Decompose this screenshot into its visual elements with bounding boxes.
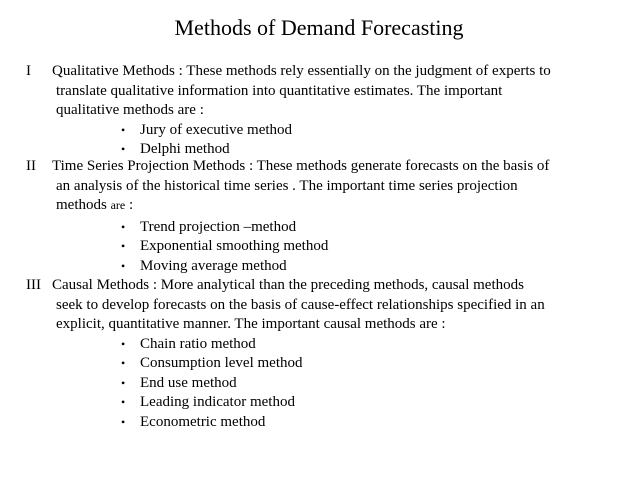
- section-number: III: [26, 277, 41, 293]
- section-line: methods are :: [56, 197, 134, 213]
- section-line: explicit, quantitative manner. The important causal methods are :: [56, 316, 446, 332]
- bullet-list: [26, 218, 606, 277]
- bullet-icon: •: [121, 258, 126, 273]
- section-number: II: [26, 158, 36, 174]
- list-item: • Delphi method: [26, 140, 606, 160]
- bullet-icon: •: [121, 375, 126, 390]
- list-item: • Jury of executive method: [26, 121, 606, 141]
- list-item: • Econometric method: [26, 413, 606, 433]
- bullet-icon: •: [121, 356, 126, 370]
- section-line: translate qualitative information into quantitative estimates. The important: [56, 82, 503, 99]
- bullet-icon: •: [121, 395, 126, 409]
- list-item: • End use method: [26, 374, 606, 394]
- list-item: • Leading indicator method: [26, 393, 606, 413]
- list-item: • Chain ratio method: [26, 335, 606, 355]
- section-qualitative: [26, 62, 606, 160]
- section-causal: [26, 276, 606, 432]
- bullet-icon: •: [121, 219, 126, 234]
- list-item: • Moving average method: [26, 257, 606, 277]
- list-item: • Consumption level method: [26, 354, 606, 374]
- list-item: • Exponential smoothing method: [26, 237, 606, 257]
- section-line: qualitative methods are :: [56, 102, 204, 118]
- list-item: • Trend projection –method: [26, 218, 606, 238]
- bullet-icon: •: [121, 142, 126, 156]
- bullet-icon: •: [121, 336, 126, 351]
- section-line: Qualitative Methods : These methods rely essentially on the judgment of experts to: [52, 63, 551, 79]
- bullet-list: [26, 121, 606, 160]
- section-line: Time Series Projection Methods : These methods generate forecasts on the basis of: [52, 158, 550, 174]
- page-title: Methods of Demand Forecasting: [174, 15, 464, 40]
- section-number: I: [26, 63, 31, 79]
- section-line: Causal Methods : More analytical than the preceding methods, causal methods: [52, 277, 524, 293]
- section-line: an analysis of the historical time series . The important time series projection: [56, 177, 518, 194]
- bullet-icon: •: [121, 239, 126, 253]
- section-time-series: [26, 157, 606, 276]
- bullet-icon: •: [121, 414, 126, 429]
- bullet-list: [26, 335, 606, 433]
- bullet-icon: •: [121, 122, 126, 137]
- section-line: seek to develop forecasts on the basis of cause-effect relationships specified in an: [56, 296, 545, 313]
